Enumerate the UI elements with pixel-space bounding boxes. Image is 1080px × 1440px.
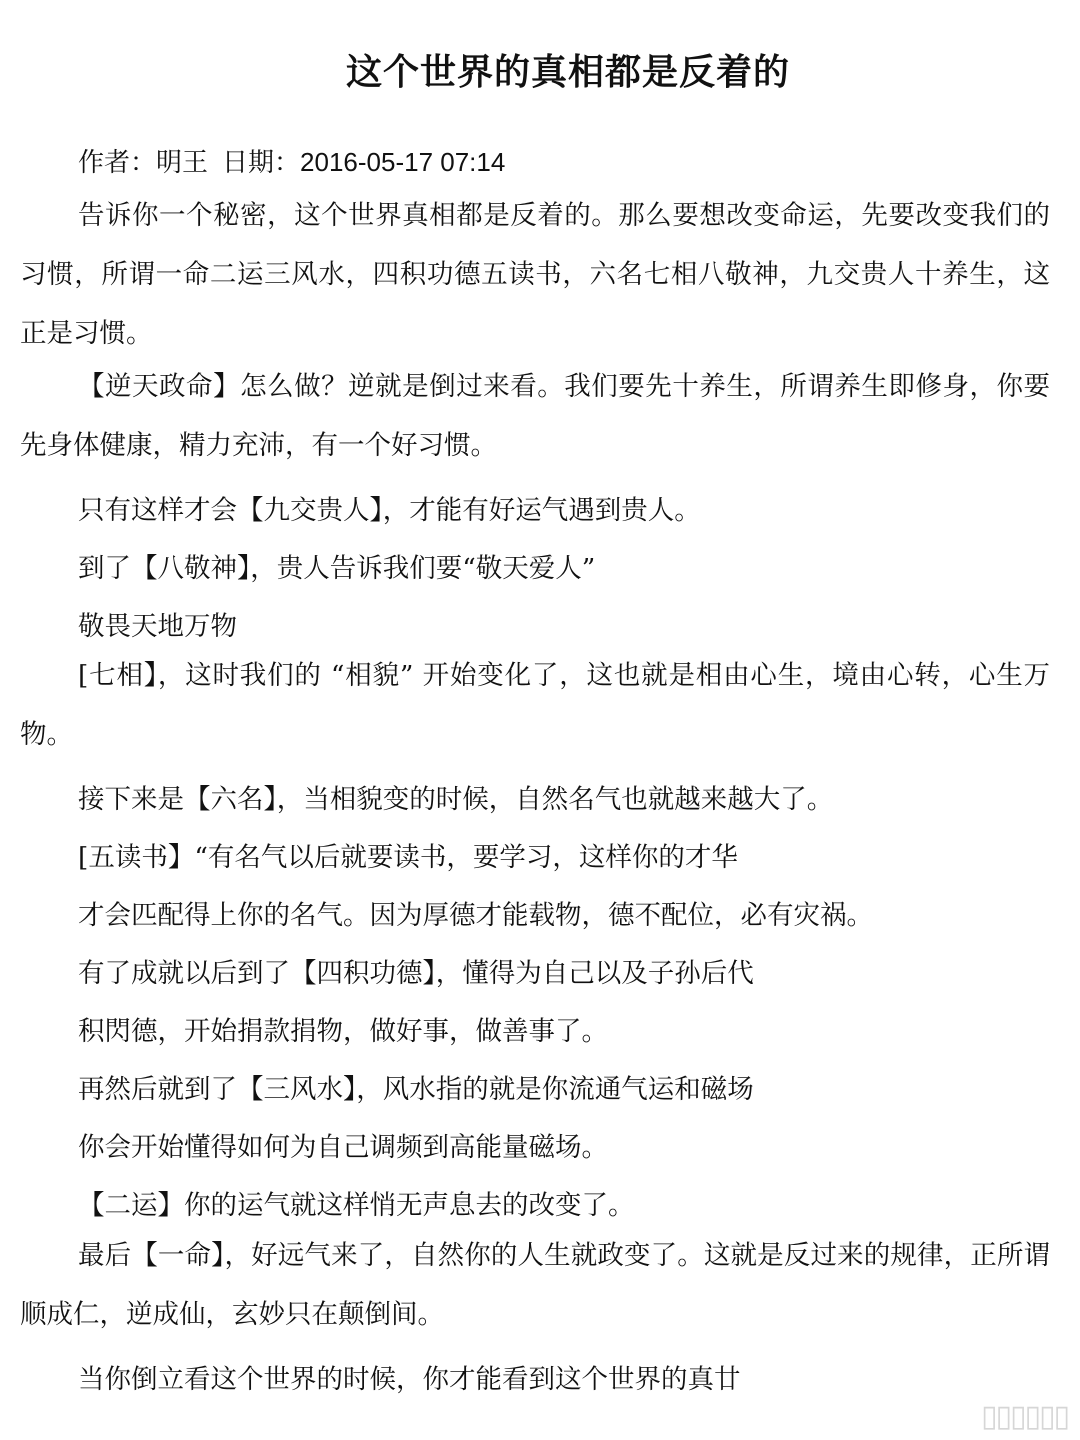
paragraph-virtue: 才会匹配得上你的名气。因为厚德才能载物，德不配位，必有灾祸。: [78, 900, 873, 931]
watermark-icon: ▯▯▯▯▯▯: [980, 1399, 1068, 1434]
date-value: 2016-05-17 07:14: [300, 147, 506, 177]
paragraph-fengshui: 再然后就到了【三风水】，风水指的就是你流通气运和磁场: [78, 1074, 754, 1105]
byline: [78, 142, 505, 179]
paragraph-respect-gods: 到了【八敬神】，贵人告诉我们要“敬天爱人”: [78, 553, 596, 584]
paragraph-good-deeds: 积閃德，开始捐款捐物，做好事，做善事了。: [78, 1016, 608, 1047]
date-label: 日期：: [222, 148, 301, 178]
paragraph-appearance: [七相】，这时我们的 “相貌” 开始变化了，这也就是相由心生，境由心转，心生万物。: [20, 660, 1050, 750]
paragraph-upside-down: 当你倒立看这个世界的时候，你才能看到这个世界的真廿: [78, 1364, 741, 1395]
author-label: 作者：明王: [78, 148, 209, 178]
paragraph-luck: 【二运】你的运气就这样悄无声息去的改变了。: [78, 1190, 635, 1221]
paragraph-reverse-fate: 【逆天政命】怎么做？逆就是倒过来看。我们要先十养生，所谓养生即修身，你要先身体健康，精力充沛，有一个好习惯。: [20, 371, 1050, 461]
paragraph-secret: 告诉你一个秘密，这个世界真相都是反着的。那么要想改变命运，先要改变我们的习惯，所谓一命二运三风水，四积功德五读书，六名七相八敬神，九交贵人十养生，这正是习惯。: [20, 200, 1050, 349]
paragraph-reading: [五读书】“有名气以后就要读书，要学习，这样你的才华: [78, 842, 738, 873]
paragraph-destiny: 最后【一命】，好远气来了，自然你的人生就政变了。这就是反过来的规律，正所谓顺成仁，逆成仙，玄妙只在颠倒间。: [20, 1240, 1050, 1330]
paragraph-noble-people: 只有这样才会【九交贵人】，才能有好运气遇到贵人。: [78, 495, 701, 526]
paragraph-energy-field: 你会开始懂得如何为自己调频到高能量磁场。: [78, 1132, 608, 1163]
paragraph-merit: 有了成就以后到了【四积功德】，懂得为自己以及子孙后代: [78, 958, 754, 989]
document-title: 这个世界的真相都是反着的: [345, 52, 790, 93]
paragraph-fame: 接下来是【六名】，当相貌变的时候，自然名气也就越来越大了。: [78, 784, 834, 815]
paragraph-awe: 敬畏天地万物: [78, 611, 237, 642]
